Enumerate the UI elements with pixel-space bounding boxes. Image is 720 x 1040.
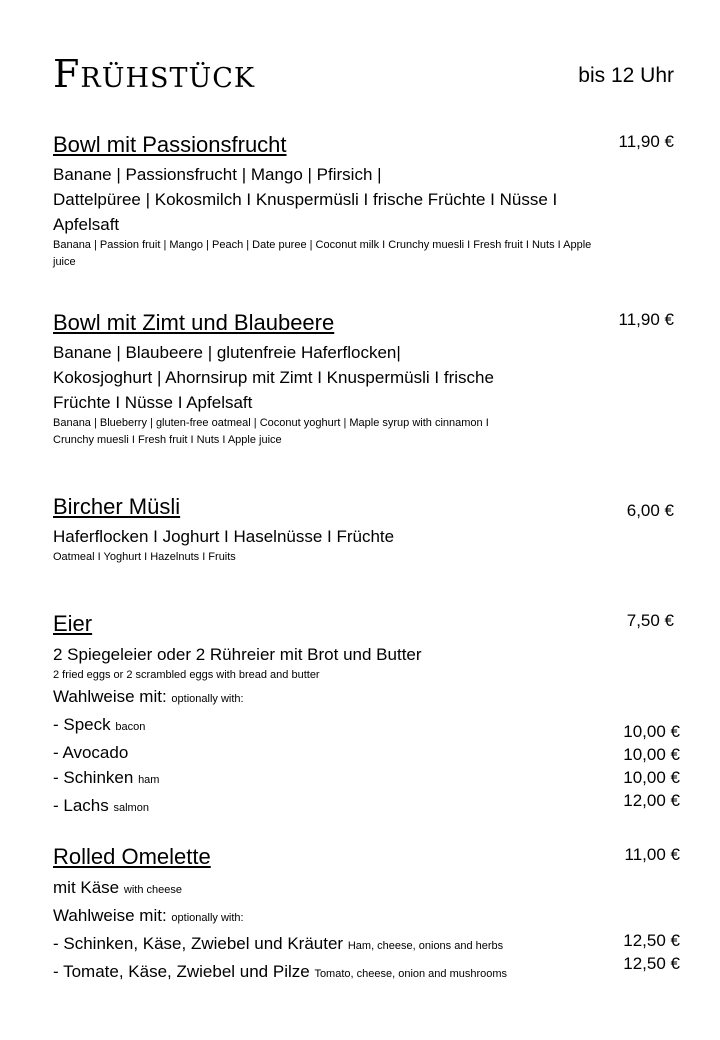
page-title: Frühstück [53,52,256,96]
option-price: 10,00 € [623,722,680,741]
description-line: Apfelsaft [53,215,120,234]
description-line: 2 Spiegeleier oder 2 Rühreier mit Brot und Butter [53,645,422,664]
description-line: Früchte I Nüsse I Apfelsaft [53,393,253,412]
item-name: Bowl mit Passionsfrucht [53,132,287,157]
option-line: - Schinken, Käse, Zwiebel und Kräuter Ham, cheese, onions and herbs [53,934,504,953]
item-price: 11,00 € [624,845,680,864]
translation-line: Banana | Passion fruit | Mango | Peach | Date puree | Coconut milk I Crunchy muesli I Fresh fruit I Nuts I Apple [53,239,592,251]
option-line: - Speck bacon [53,715,146,734]
option-price: 10,00 € [623,768,680,787]
item-name: Bircher Müsli [53,494,181,519]
description-line: Banane | Passionsfrucht | Mango | Pfirsich | [53,165,382,184]
translation-line: juice [53,256,76,268]
option-line: - Schinken ham [53,768,160,787]
options-label: Wahlweise mit: optionally with: [53,906,244,925]
option-price: 12,00 € [623,791,680,810]
option-price: 12,50 € [623,954,680,973]
option-line: - Tomate, Käse, Zwiebel und Pilze Tomato, cheese, onion and mushrooms [53,962,508,981]
description-line: mit Käse with cheese [53,878,182,897]
option-price: 12,50 € [623,931,680,950]
translation-line: Oatmeal I Yoghurt I Hazelnuts I Fruits [53,551,236,563]
item-description [53,875,507,987]
option-line: - Lachs salmon [53,796,149,815]
serving-time: bis 12 Uhr [578,64,674,87]
options-label: Wahlweise mit: optionally with: [53,687,244,706]
option-prices [623,929,680,975]
item-name: Eier [53,611,93,636]
description-line: Kokosjoghurt | Ahornsirup mit Zimt I Knuspermüsli I frische [53,368,494,387]
translation-line: Banana | Blueberry | gluten-free oatmeal | Coconut yoghurt | Maple syrup with cinnamon I [53,417,489,429]
item-price: 6,00 € [626,501,674,520]
translation-line: Crunchy muesli I Fresh fruit I Nuts I Apple juice [53,434,282,446]
item-description [53,162,591,271]
item-price: 11,90 € [618,132,674,151]
item-description [53,340,494,449]
item-name: Rolled Omelette [53,844,211,869]
description-line: Dattelpüree | Kokosmilch I Knuspermüsli I frische Früchte I Nüsse I [53,190,558,209]
item-description [53,642,422,821]
item-price: 7,50 € [626,611,674,630]
item-description [53,524,394,566]
option-prices [623,720,680,812]
option-line: - Avocado [53,743,129,762]
description-line: Haferflocken I Joghurt I Haselnüsse I Früchte [53,527,395,546]
option-price: 10,00 € [623,745,680,764]
description-line: Banane | Blaubeere | glutenfreie Haferflocken| [53,343,401,362]
item-price: 11,90 € [618,310,674,329]
translation-line: 2 fried eggs or 2 scrambled eggs with bread and butter [53,669,320,681]
item-name: Bowl mit Zimt und Blaubeere [53,310,335,335]
